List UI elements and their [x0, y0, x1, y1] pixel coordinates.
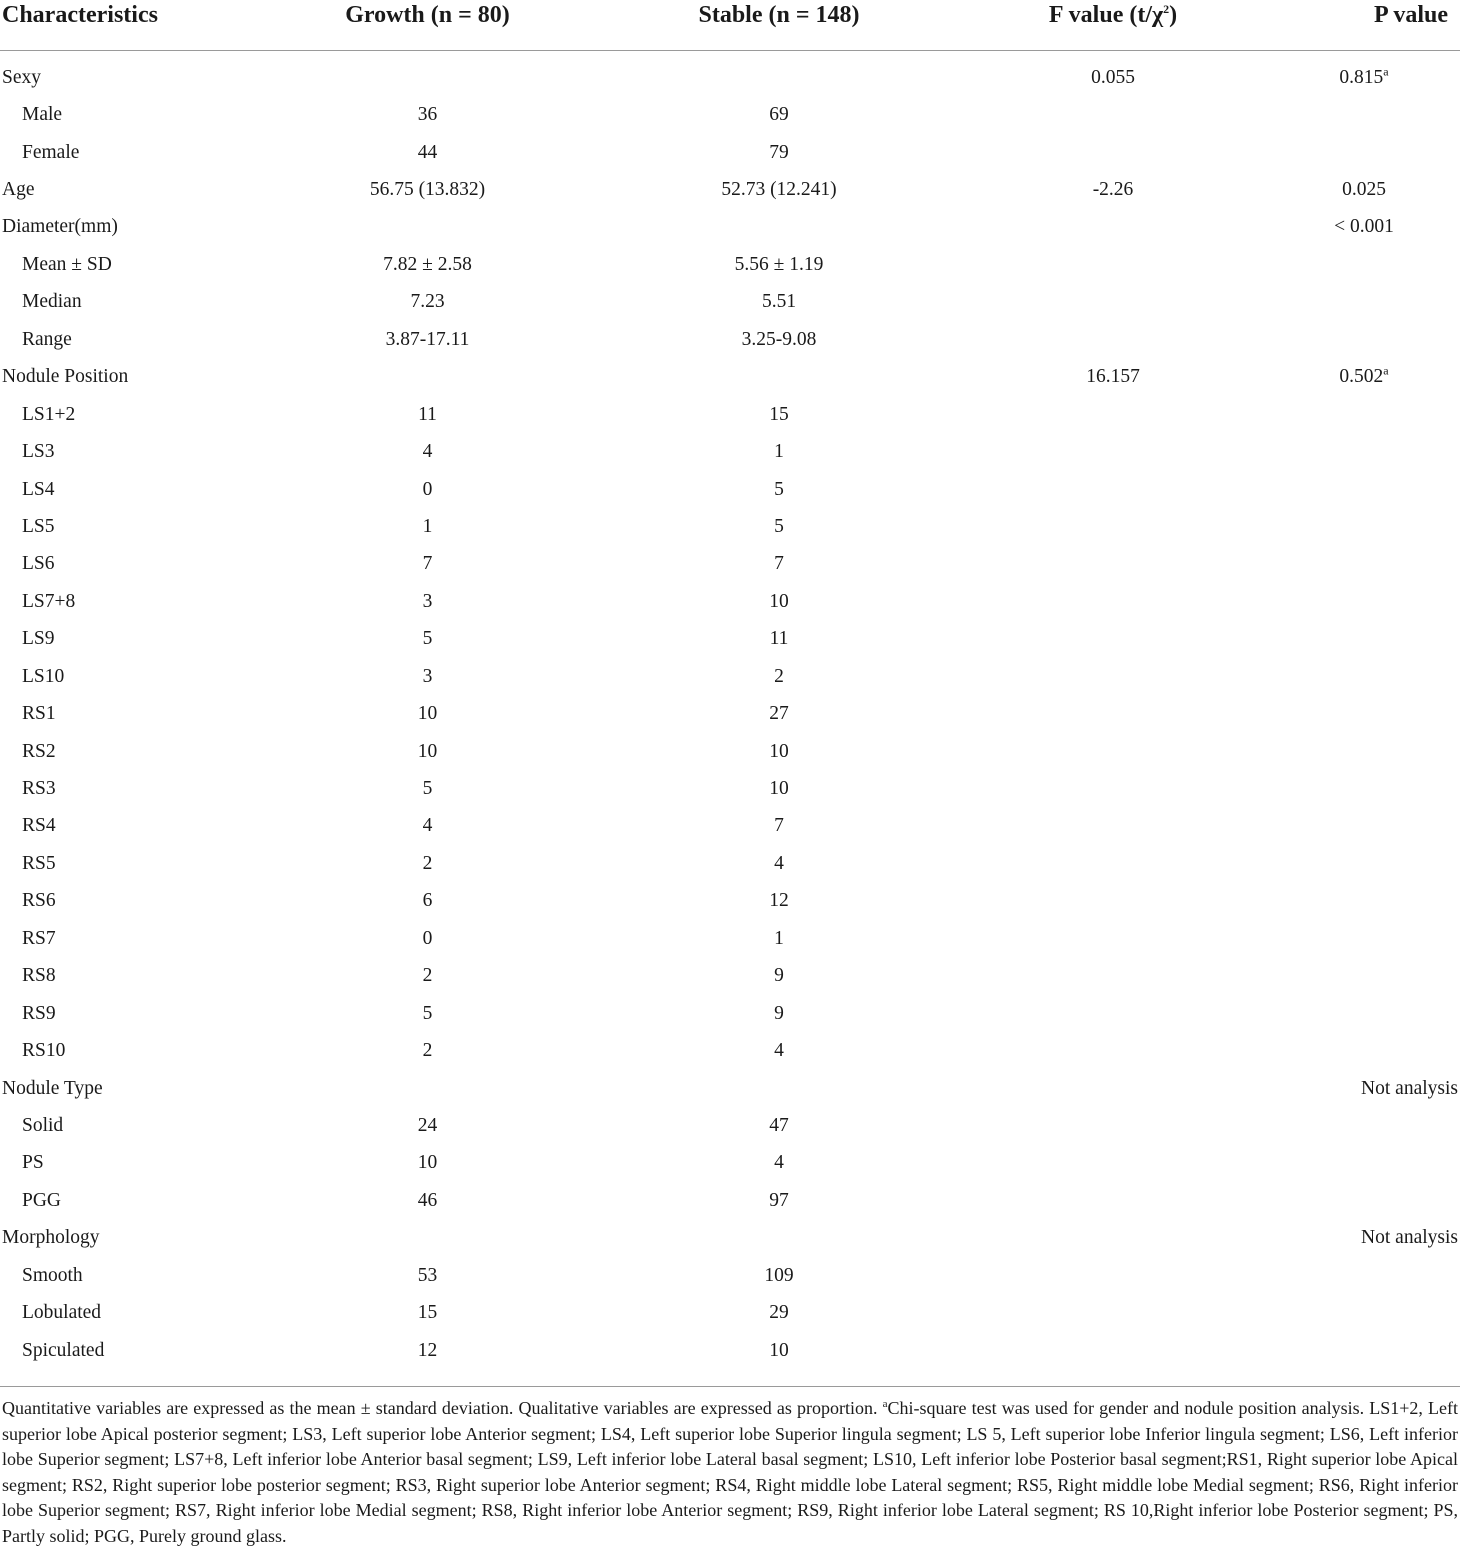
growth-value	[255, 209, 600, 246]
f-value	[958, 321, 1268, 358]
p-value-text: Not analysis	[1361, 1077, 1458, 1099]
row-label: Range	[22, 328, 72, 350]
growth-value: 5	[422, 778, 433, 800]
row-label: Male	[22, 104, 63, 126]
f-value	[958, 995, 1268, 1032]
growth-value: 3	[422, 590, 433, 612]
stable-value: 47	[769, 1114, 789, 1136]
stable-value: 7	[774, 553, 784, 575]
p-value	[1268, 583, 1460, 620]
p-value	[1268, 359, 1460, 396]
f-value	[958, 134, 1268, 171]
stable-value: 10	[769, 778, 789, 800]
header-p-value: P value	[1268, 0, 1460, 51]
growth-value: 7.23	[410, 291, 445, 313]
p-value	[1268, 134, 1460, 171]
growth-value: 53	[417, 1264, 438, 1286]
growth-value: 2	[422, 852, 433, 874]
stable-value: 5.51	[761, 291, 797, 313]
f-value	[958, 583, 1268, 620]
p-value	[1268, 1070, 1460, 1107]
header-f-value-text: F value (t/χ	[1048, 2, 1164, 28]
table-row	[0, 51, 1460, 97]
p-value	[1268, 1107, 1460, 1144]
p-value	[1268, 1257, 1460, 1294]
row-label: RS10	[22, 1040, 66, 1062]
row-label: LS3	[22, 441, 55, 463]
growth-value: 10	[417, 1152, 438, 1174]
p-value-text: Not analysis	[1361, 1227, 1458, 1249]
row-label: Solid	[22, 1114, 64, 1136]
stable-value: 7	[774, 815, 784, 837]
stable-value: 1	[774, 927, 784, 949]
p-value	[1268, 246, 1460, 283]
p-value	[1268, 621, 1460, 658]
table-row	[0, 508, 1460, 545]
growth-value: 6	[422, 890, 433, 912]
footnote-text-2: Chi-square test was used for gender and nodule position analysis. LS1+2, Left superior lobe Apical posterior segment; LS3, Left superior lobe Anterior segment; LS4, Left superior lobe Superior lingula segment; LS 5, Left superior lobe Inferior lingula segment; LS6, Left inferior lobe Superior segment; LS7+8, Left inferior lobe Anterior basal segment; LS9, Left inferior lobe Lateral basal segment; LS10, Left inferior lobe Posterior basal segment;RS1, Right superior lobe Apical segment; RS2, Right superior lobe posterior segment; RS3, Right superior lobe Anterior segment; RS4, Right middle lobe Lateral segment; RS5, Right middle lobe Medial segment; RS6, Right inferior lobe Superior segment; RS7, Right inferior lobe Medial segment; RS8, Right inferior lobe Anterior segment; RS9, Right inferior lobe Lateral segment; RS 10,Right inferior lobe Posterior segment; PS, Partly solid; PGG, Purely ground glass.	[2, 1398, 1458, 1546]
f-value	[958, 1294, 1268, 1331]
table-row	[0, 396, 1460, 433]
table-row	[0, 958, 1460, 995]
table-row	[0, 1220, 1460, 1257]
table-row	[0, 1332, 1460, 1377]
row-label: Age	[2, 179, 35, 201]
growth-value: 36	[417, 104, 438, 126]
growth-value: 3	[422, 665, 433, 687]
stable-value: 11	[769, 628, 789, 650]
f-value	[958, 433, 1268, 470]
p-value	[1268, 546, 1460, 583]
p-value	[1268, 845, 1460, 882]
row-label: LS10	[22, 665, 65, 687]
p-value	[1268, 1220, 1460, 1257]
table-header-row	[0, 0, 1460, 51]
stable-value: 52.73 (12.241)	[721, 179, 837, 201]
table-row	[0, 920, 1460, 957]
stable-value: 69	[769, 104, 789, 126]
header-f-value-sup: 2	[1163, 2, 1170, 16]
growth-value	[255, 1220, 600, 1257]
stable-value: 97	[769, 1189, 789, 1211]
table-row	[0, 433, 1460, 470]
table-row	[0, 1257, 1460, 1294]
growth-value: 15	[417, 1302, 438, 1324]
f-value	[958, 770, 1268, 807]
row-label: LS6	[22, 553, 55, 575]
f-value	[958, 1332, 1268, 1377]
table-row	[0, 1145, 1460, 1182]
table-row	[0, 96, 1460, 133]
p-value	[1268, 1182, 1460, 1219]
row-label: RS5	[22, 852, 56, 874]
stable-value: 27	[769, 703, 789, 725]
table-row	[0, 733, 1460, 770]
footnote-sup: a	[882, 1398, 888, 1410]
f-value	[958, 958, 1268, 995]
stable-value: 12	[769, 890, 789, 912]
p-value-text: 0.815	[1339, 66, 1384, 88]
row-label: LS5	[22, 515, 55, 537]
p-value-text: 0.502	[1339, 366, 1384, 388]
f-value	[958, 845, 1268, 882]
row-label: LS7+8	[22, 590, 76, 612]
f-value	[958, 209, 1268, 246]
table-row	[0, 770, 1460, 807]
row-label: LS9	[22, 628, 55, 650]
header-growth: Growth (n = 80)	[255, 0, 600, 51]
stable-value: 3.25-9.08	[741, 328, 817, 350]
stable-value: 15	[769, 403, 789, 425]
f-value	[958, 546, 1268, 583]
table-row	[0, 471, 1460, 508]
growth-value: 44	[417, 141, 438, 163]
row-label: Diameter(mm)	[2, 216, 118, 238]
header-characteristics: Characteristics	[0, 0, 255, 51]
growth-value: 2	[422, 1040, 433, 1062]
row-label: RS8	[22, 965, 56, 987]
p-value	[1268, 171, 1460, 208]
table-row	[0, 1070, 1460, 1107]
p-value	[1268, 1294, 1460, 1331]
stable-value: 5.56 ± 1.19	[734, 253, 824, 275]
growth-value: 10	[417, 740, 438, 762]
stable-value	[600, 209, 958, 246]
f-value	[958, 1070, 1268, 1107]
table-row	[0, 171, 1460, 208]
growth-value: 7.82 ± 2.58	[383, 253, 472, 275]
f-value	[958, 808, 1268, 845]
p-value	[1268, 96, 1460, 133]
row-label: RS2	[22, 740, 56, 762]
growth-value: 11	[418, 403, 437, 425]
table-body	[0, 51, 1460, 1378]
table-row	[0, 845, 1460, 882]
f-value	[958, 1257, 1268, 1294]
p-value	[1268, 1032, 1460, 1069]
table-row	[0, 321, 1460, 358]
f-value: 16.157	[1086, 366, 1140, 388]
table-footnote	[2, 1396, 1458, 1550]
row-label: LS4	[22, 478, 55, 500]
p-value	[1268, 471, 1460, 508]
p-value	[1268, 883, 1460, 920]
row-label: Nodule Type	[2, 1077, 103, 1099]
stable-value: 4	[774, 1040, 784, 1062]
row-label: Female	[22, 141, 80, 163]
stable-value	[600, 1220, 958, 1257]
growth-value: 5	[422, 1002, 433, 1024]
stable-value: 109	[764, 1264, 794, 1286]
row-label: Median	[22, 291, 82, 313]
p-value	[1268, 209, 1460, 246]
growth-value	[255, 359, 600, 396]
stable-value: 5	[774, 515, 784, 537]
p-value	[1268, 958, 1460, 995]
p-value-sup: a	[1383, 363, 1389, 378]
stable-value: 10	[769, 740, 789, 762]
row-label: RS3	[22, 778, 56, 800]
growth-value: 46	[417, 1189, 438, 1211]
stable-value: 4	[774, 852, 784, 874]
row-label: RS4	[22, 815, 56, 837]
growth-value: 10	[417, 703, 438, 725]
table-row	[0, 658, 1460, 695]
table-row	[0, 1294, 1460, 1331]
f-value	[958, 471, 1268, 508]
row-label: LS1+2	[22, 403, 76, 425]
growth-value: 5	[422, 628, 433, 650]
p-value-text: 0.025	[1342, 179, 1386, 201]
row-label: PGG	[22, 1189, 62, 1211]
table-row	[0, 1032, 1460, 1069]
f-value: 0.055	[1091, 66, 1135, 88]
stable-value: 29	[769, 1302, 789, 1324]
p-value	[1268, 1332, 1460, 1377]
row-label: Sexy	[2, 66, 41, 88]
f-value	[958, 396, 1268, 433]
row-label: RS7	[22, 927, 56, 949]
table-row	[0, 284, 1460, 321]
f-value	[958, 920, 1268, 957]
growth-value: 0	[422, 478, 433, 500]
row-label: Spiculated	[22, 1339, 105, 1361]
growth-value: 12	[417, 1339, 438, 1361]
table-row	[0, 883, 1460, 920]
growth-value: 0	[422, 927, 433, 949]
f-value: -2.26	[1092, 179, 1134, 201]
table-row	[0, 808, 1460, 845]
table-row	[0, 1182, 1460, 1219]
growth-value: 24	[417, 1114, 438, 1136]
table-row	[0, 695, 1460, 732]
p-value	[1268, 808, 1460, 845]
table-row	[0, 546, 1460, 583]
table-row	[0, 583, 1460, 620]
p-value	[1268, 770, 1460, 807]
row-label: PS	[22, 1152, 44, 1174]
header-f-value-close: )	[1169, 2, 1178, 28]
row-label: Mean ± SD	[22, 253, 112, 275]
stable-value	[600, 1070, 958, 1107]
f-value	[958, 246, 1268, 283]
footnote-text-1: Quantitative variables are expressed as the mean ± standard deviation. Qualitative variables are expressed as proportion.	[2, 1398, 883, 1418]
table-row	[0, 209, 1460, 246]
stable-value: 79	[769, 141, 789, 163]
row-label: Smooth	[22, 1264, 83, 1286]
p-value	[1268, 396, 1460, 433]
f-value	[958, 284, 1268, 321]
footnote-divider	[0, 1386, 1460, 1387]
stable-value: 10	[769, 1339, 789, 1361]
f-value	[958, 883, 1268, 920]
row-label: RS1	[22, 703, 56, 725]
growth-value: 4	[422, 815, 433, 837]
f-value	[958, 1032, 1268, 1069]
f-value	[958, 1145, 1268, 1182]
header-f-value	[958, 0, 1268, 51]
growth-value: 3.87-17.11	[385, 328, 470, 350]
stable-value	[600, 51, 958, 97]
table-row	[0, 1107, 1460, 1144]
growth-value: 4	[422, 441, 433, 463]
p-value	[1268, 695, 1460, 732]
stable-value: 9	[774, 965, 784, 987]
f-value	[958, 96, 1268, 133]
p-value	[1268, 995, 1460, 1032]
p-value	[1268, 508, 1460, 545]
f-value	[958, 1182, 1268, 1219]
stable-value: 5	[774, 478, 784, 500]
stable-value: 10	[769, 590, 789, 612]
f-value	[958, 695, 1268, 732]
stable-value: 2	[774, 665, 784, 687]
table-row	[0, 246, 1460, 283]
f-value	[958, 1220, 1268, 1257]
stable-value: 4	[774, 1152, 784, 1174]
p-value	[1268, 920, 1460, 957]
p-value-sup: a	[1383, 64, 1389, 79]
f-value	[958, 621, 1268, 658]
row-label: RS9	[22, 1002, 56, 1024]
growth-value: 56.75 (13.832)	[369, 179, 486, 201]
stable-value: 1	[774, 441, 784, 463]
growth-value: 7	[422, 553, 433, 575]
p-value	[1268, 433, 1460, 470]
f-value	[958, 658, 1268, 695]
p-value	[1268, 321, 1460, 358]
p-value	[1268, 658, 1460, 695]
row-label: Nodule Position	[2, 366, 129, 388]
p-value	[1268, 733, 1460, 770]
row-label: Morphology	[2, 1227, 100, 1249]
table-row	[0, 621, 1460, 658]
p-value	[1268, 51, 1460, 97]
header-stable: Stable (n = 148)	[600, 0, 958, 51]
table-row	[0, 995, 1460, 1032]
p-value	[1268, 284, 1460, 321]
growth-value: 1	[422, 515, 433, 537]
p-value-text: < 0.001	[1334, 216, 1394, 238]
f-value	[958, 1107, 1268, 1144]
table-row	[0, 359, 1460, 396]
row-label: RS6	[22, 890, 56, 912]
growth-value	[255, 51, 600, 97]
growth-value: 2	[422, 965, 433, 987]
f-value	[958, 733, 1268, 770]
stable-value	[600, 359, 958, 396]
stable-value: 9	[774, 1002, 784, 1024]
table-row	[0, 134, 1460, 171]
f-value	[958, 508, 1268, 545]
growth-value	[255, 1070, 600, 1107]
row-label: Lobulated	[22, 1302, 102, 1324]
p-value	[1268, 1145, 1460, 1182]
